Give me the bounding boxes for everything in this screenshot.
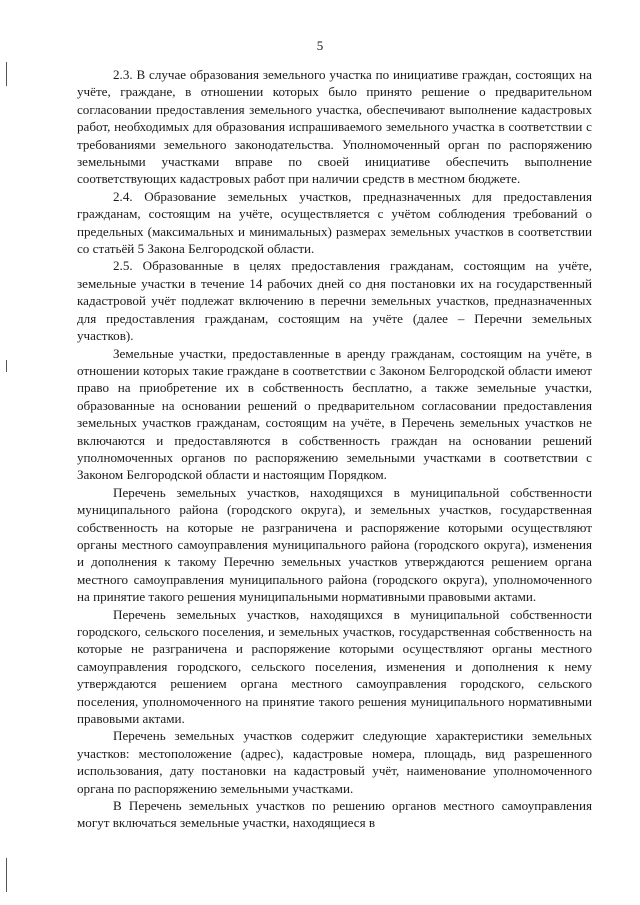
paragraph-2-5: 2.5. Образованные в целях предоставления гражданам, состоящим на учёте, земельные участки в течение 14 рабочих дней со дня постановки их на государственный кадастровой учёт подлежат включению в перечни земельных участков, предназначенных для предоставления гражданам, состоящим на учёте (далее – Перечни земельных участков). [77,258,592,344]
paragraph-list-contents: Перечень земельных участков содержит следующие характеристики земельных участков: местоположение (адрес), кадастровые номера, площадь, вид разрешенного использования, дату постановки на кадастровый учёт, наименование уполномоченного органа по распоряжению земельными участками. [77,728,592,796]
paragraph-settlement-list: Перечень земельных участков, находящихся в муниципальной собственности городского, сельского поселения, и земельных участков, государственная собственность на которые не разграничена и распоряжение которыми осуществляют органы местного самоуправления городского, сельского поселения, изменения и дополнения к нему утверждаются решением органа местного самоуправления городского, сельского поселения, уполномоченного на принятие такого решения муниципального нормативными правовыми актами. [77,606,592,727]
paragraph-2-4: 2.4. Образование земельных участков, предназначенных для предоставления гражданам, состоящим на учёте, осуществляется с учётом соблюдения требований о предельных (максимальных и минимальных) размерах земельных участков в соответствии со статьёй 5 Закона Белгородской области. [77,188,592,257]
paragraph-2-3: 2.3. В случае образования земельного участка по инициативе граждан, состоящих на учёте, граждане, в отношении которых было принято решение о предварительном согласовании предоставления земельного участка, обеспечивают выполнение кадастровых работ, необходимых для образования испрашиваемого земельного участка в соответствии с требованиями земельного законодательства. Уполномоченный орган по распоряжению земельными участками вправе по своей инициативе обеспечить выполнение соответствующих кадастровых работ при наличии средств в местном бюджете. [77,67,592,187]
paragraph-leased-plots: Земельные участки, предоставленные в аренду гражданам, состоящим на учёте, в отношении которых такие граждане в соответствии с Законом Белгородской области имеют право на приобретение их в собственность бесплатно, а также земельные участки, образованные на основании решений о предварительном согласовании предоставления земельных участков гражданам, состоящим на учёте, в Перечень земельных участков не включаются и предоставляются в собственность граждан на основании решений уполномоченных органов по распоряжению земельными участками в соответствии с Законом Белгородской области и настоящим Порядком. [77,345,592,483]
document-body [77,66,592,832]
page-number: 5 [316,38,324,53]
paragraph-district-list: Перечень земельных участков, находящихся в муниципальной собственности муниципального района (городского округа), и земельных участков, государственная собственность на которые не разграничена и распоряжение которыми осуществляют органы местного самоуправления муниципального района (городского округа), изменения и дополнения к такому Перечню земельных участков утверждаются решением органа местного самоуправления муниципального района (городского округа), уполномоченного на принятие такого решения муниципальными нормативными правовыми актами. [77,484,592,605]
margin-mark-middle [6,360,7,372]
margin-mark-bottom [6,858,7,892]
paragraph-list-inclusion: В Перечень земельных участков по решению органов местного самоуправления могут включаться земельные участки, находящиеся в [77,798,592,831]
margin-mark-top [6,62,7,86]
